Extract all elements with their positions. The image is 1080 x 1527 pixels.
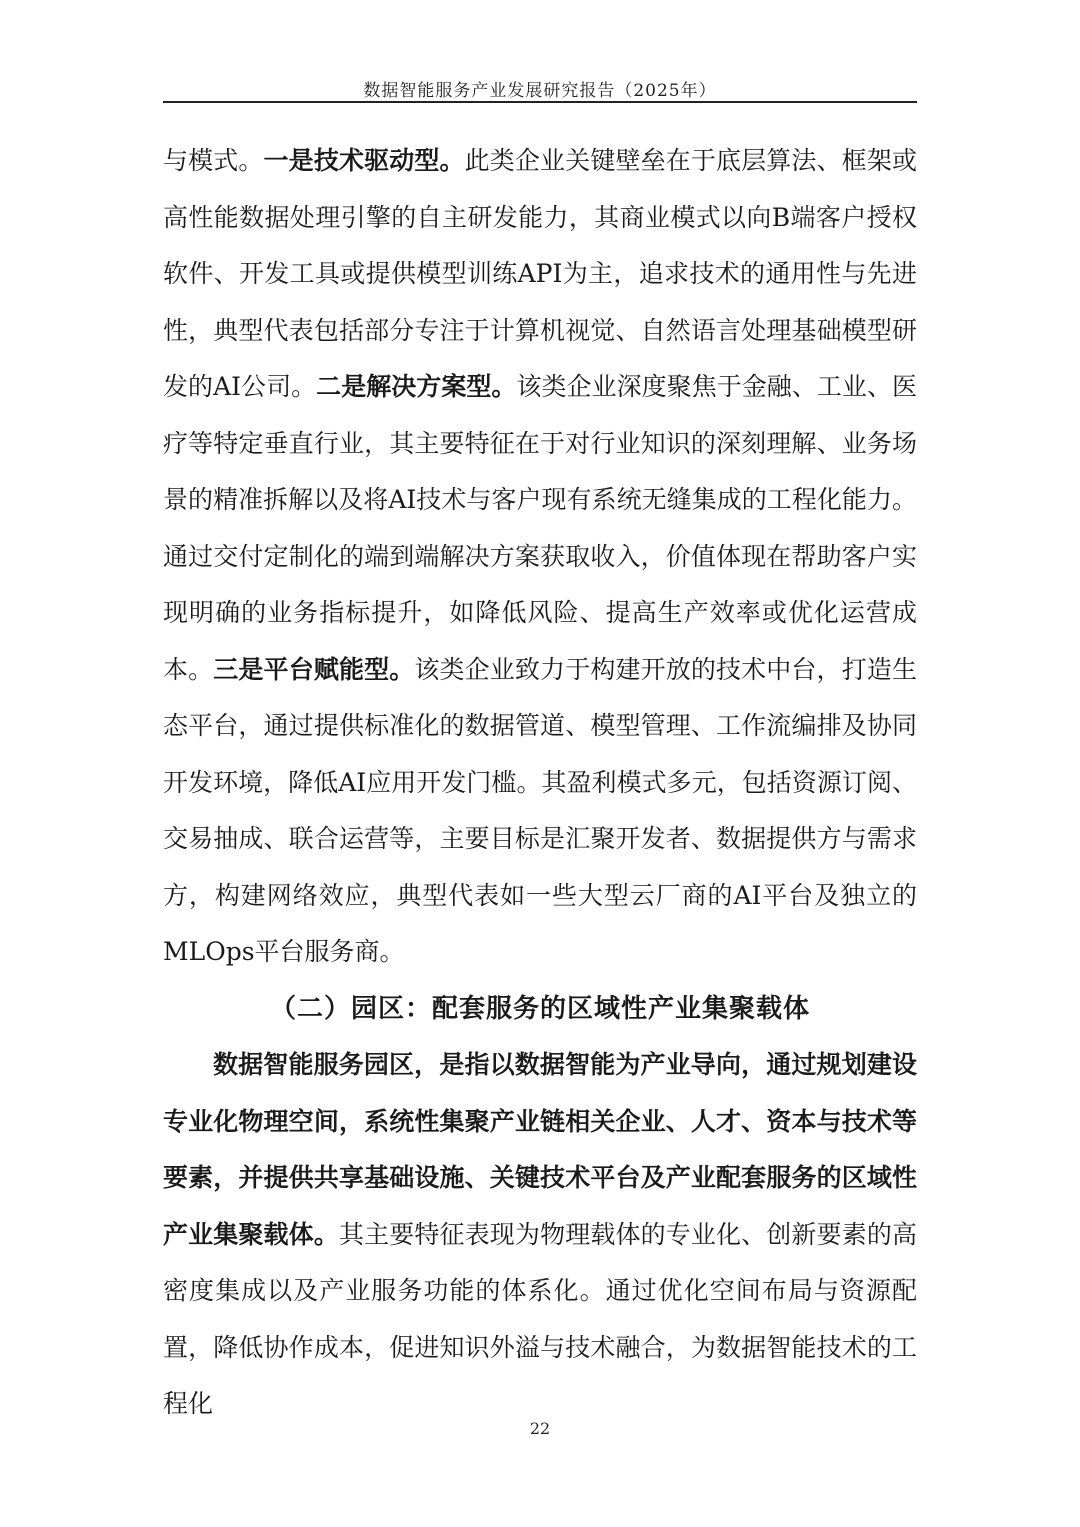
type3-title: 三是平台赋能型。: [213, 654, 415, 684]
running-header: 数据智能服务产业发展研究报告（2025年）: [363, 81, 717, 101]
park-text: 其主要特征表现为物理载体的专业化、创新要素的高密度集成以及产业服务功能的体系化。通过优化空间布局与资源配置，降低协作成本，促进知识外溢与技术融合，为数据智能技术的工程化: [163, 1219, 917, 1418]
paragraph-business-models: [163, 133, 917, 981]
paragraph-lead: 与模式。: [163, 146, 264, 175]
paragraph-park-definition: [163, 1037, 917, 1433]
type2-title: 二是解决方案型。: [316, 372, 517, 401]
type1-title: 一是技术驱动型。: [263, 146, 465, 175]
type3-text: 该类企业致力于构建开放的技术中台，打造生态平台，通过提供标准化的数据管道、模型管理、工作流编排及协同开发环境，降低AI应用开发门槛。其盈利模式多元，包括资源订阅、交易抽成、联合运营等，主要目标是汇聚开发者、数据提供方与需求方，构建网络效应，典型代表如一些大型云厂商的AI平台及独立的MLOps平台服务商。: [163, 654, 917, 966]
page-body: [163, 133, 917, 1433]
type1-text: 此类企业关键壁垒在于底层算法、框架或高性能数据处理引擎的自主研发能力，其商业模式以向B端客户授权软件、开发工具或提供模型训练API为主，追求技术的通用性与先进性，典型代表包括部分专注于计算机视觉、自然语言处理基础模型研发的AI公司。: [163, 146, 917, 401]
section-heading: （二）园区：配套服务的区域性产业集聚载体: [269, 993, 810, 1024]
type2-text: 该类企业深度聚焦于金融、工业、医疗等特定垂直行业，其主要特征在于对行业知识的深刻理解、业务场景的精准拆解以及将AI技术与客户现有系统无缝集成的工程化能力。通过交付定制化的端到端解决方案获取收入，价值体现在帮助客户实现明确的业务指标提升，如降低风险、提高生产效率或优化运营成本。: [163, 372, 917, 684]
header-divider: [163, 101, 917, 103]
page-number: 22: [529, 1419, 551, 1438]
park-definition: 数据智能服务园区，是指以数据智能为产业导向，通过规划建设专业化物理空间，系统性集聚产业链相关企业、人才、资本与技术等要素，并提供共享基础设施、关键技术平台及产业配套服务的区域性产业集聚载体。: [163, 1050, 917, 1249]
